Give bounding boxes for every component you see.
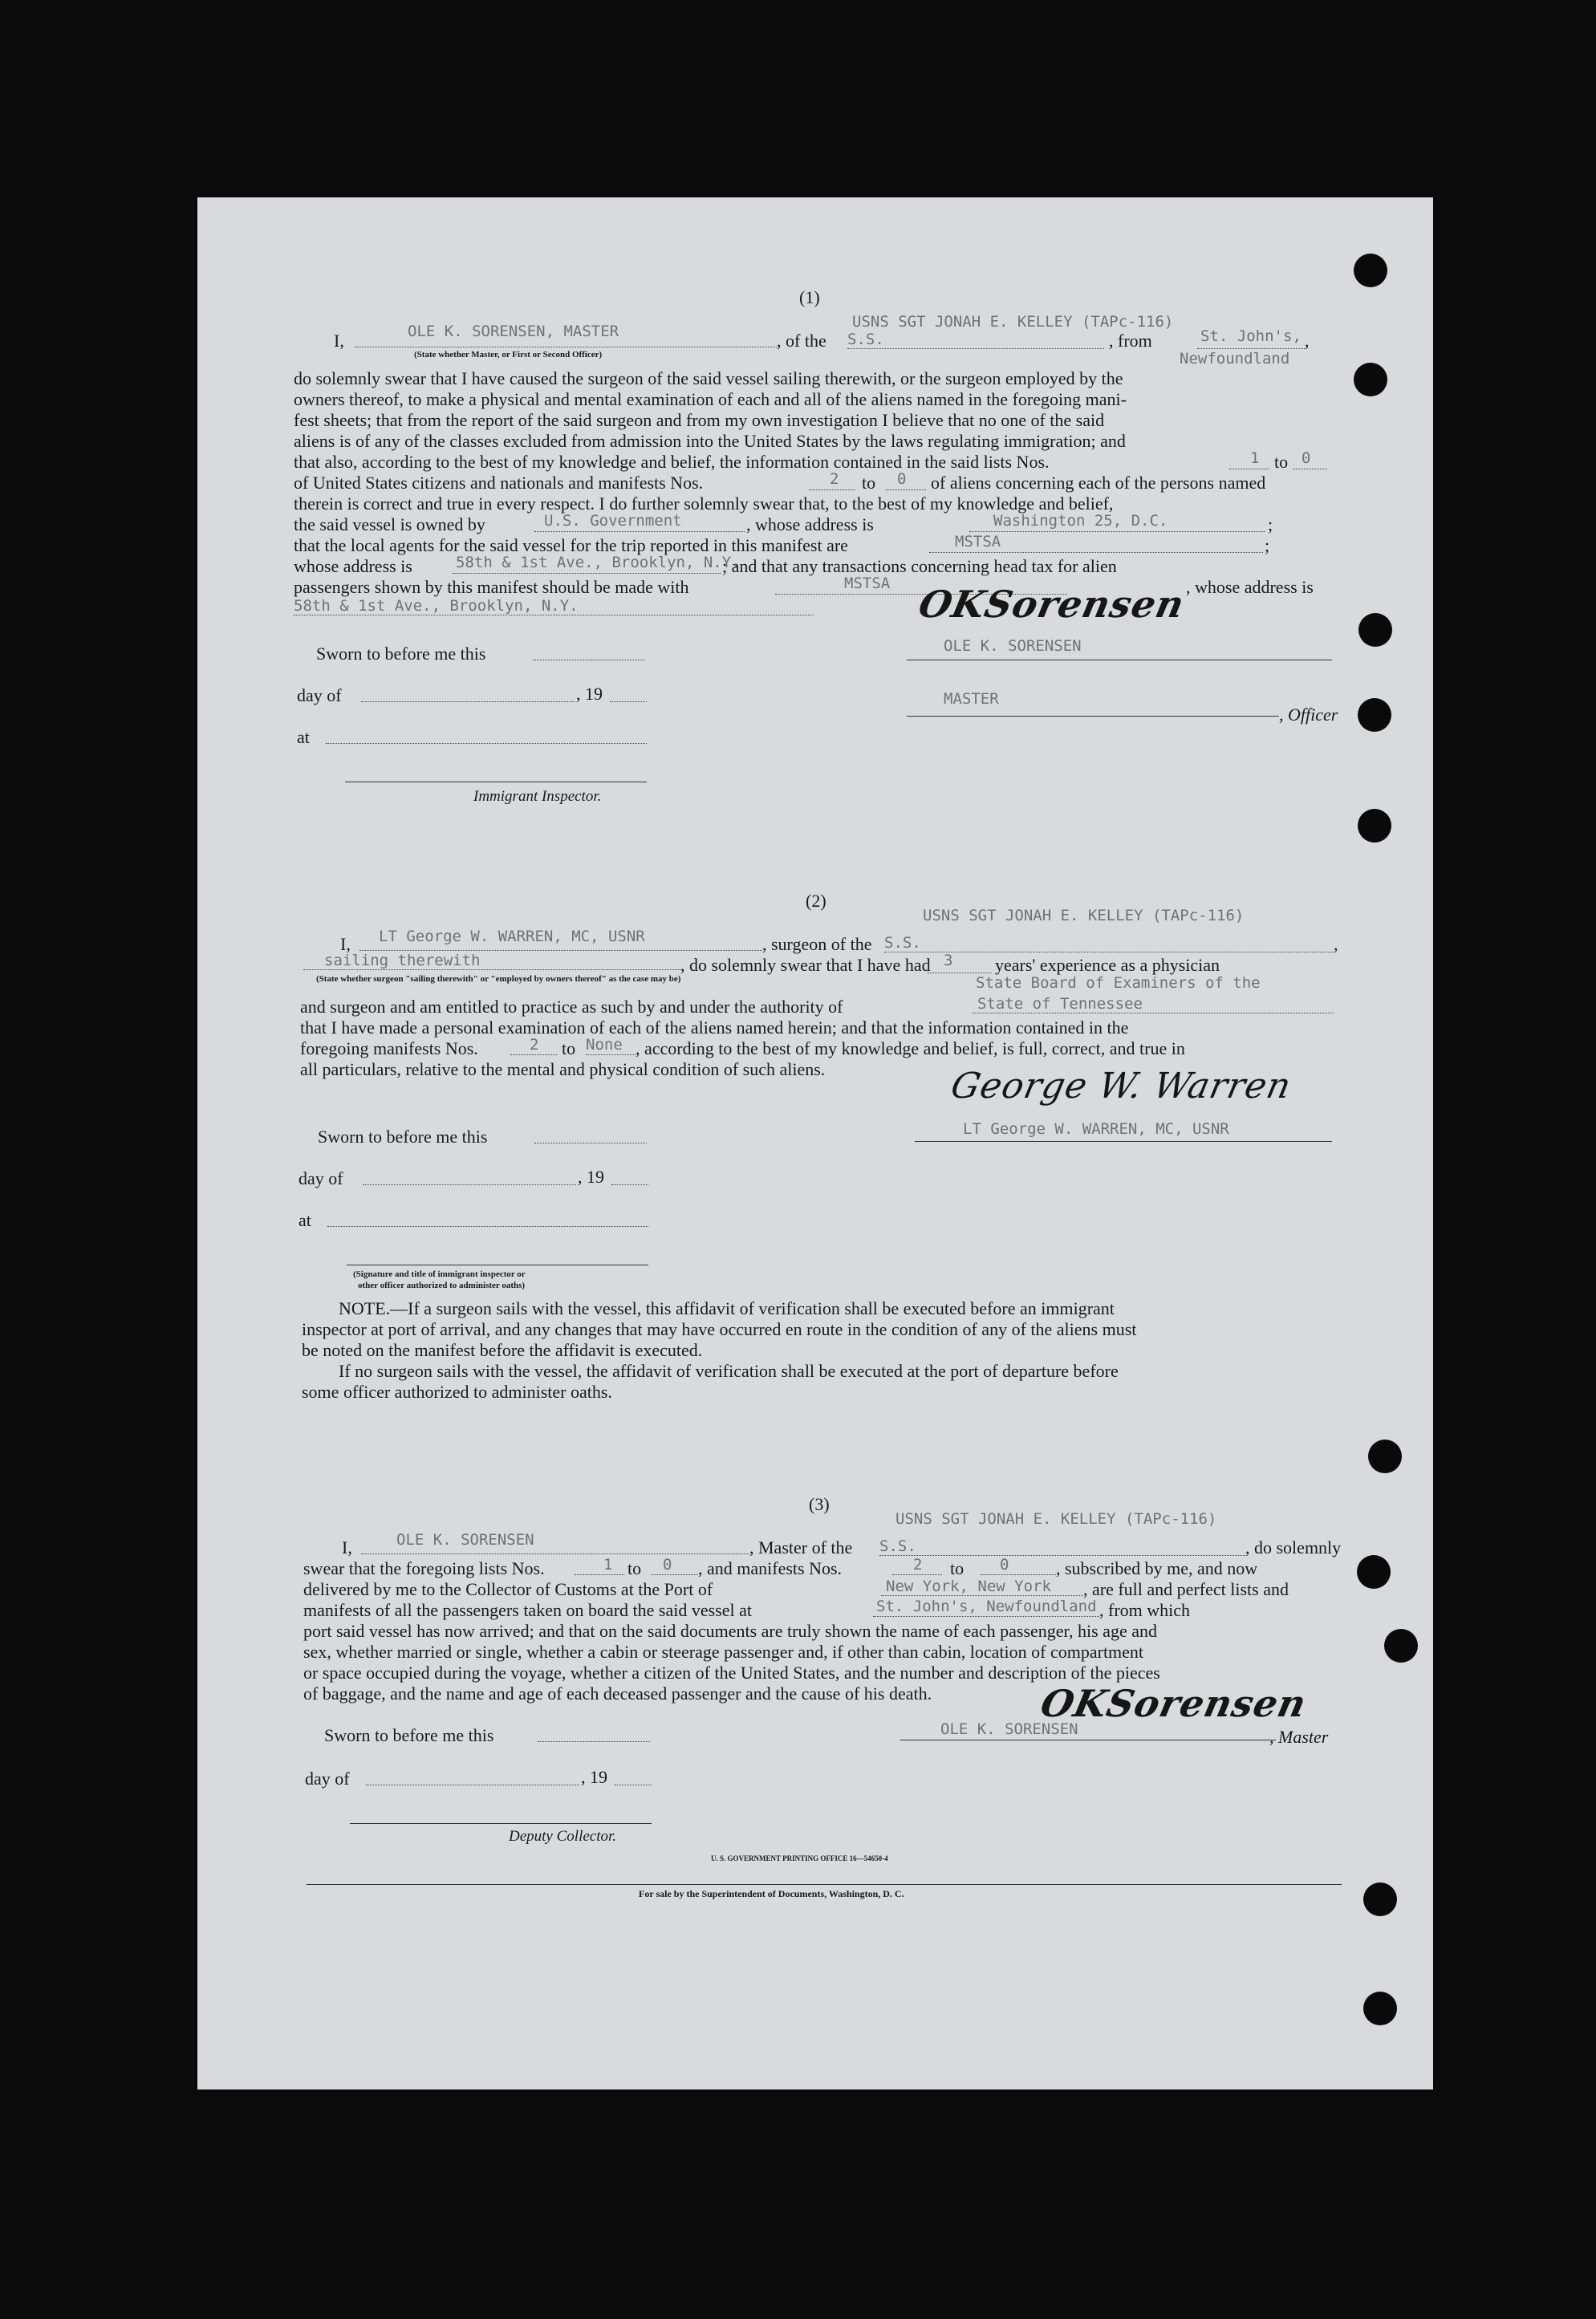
punch-hole — [1363, 1882, 1397, 1916]
oath-line: that the local agents for the said vessel for the trip reported in this manifest are — [294, 535, 848, 555]
at-label: at — [297, 727, 310, 747]
master-signature: OKSorensen — [1037, 1682, 1311, 1725]
agents-address-line — [453, 573, 721, 574]
oath-line: and surgeon and am entitled to practice as such by and under the authority of — [300, 997, 843, 1017]
day-of-label: day of — [297, 685, 342, 705]
note-line: If no surgeon sails with the vessel, the affidavit of verification shall be executed at the port of departure before — [339, 1361, 1119, 1381]
oath-line: , subscribed by me, and now — [1056, 1558, 1258, 1578]
signer-typed: OLE K. SORENSEN — [940, 1720, 1078, 1738]
list-from-typed: 1 — [1250, 449, 1260, 467]
state-hint: (State whether Master, or First or Second Officer) — [414, 350, 603, 359]
sworn-label: Sworn to before me this — [318, 1127, 488, 1147]
label-master-of: , Master of the — [749, 1537, 853, 1558]
semicolon: ; — [1265, 535, 1270, 555]
label-i: I, — [334, 331, 344, 351]
headtax-address-typed: 58th & 1st Ave., Brooklyn, N.Y. — [294, 597, 579, 615]
manifest-from-line — [892, 1574, 942, 1575]
oath-line: aliens is of any of the classes excluded from admission into the United States by the laws regulating immigration; and — [294, 431, 1126, 451]
comma: , — [1334, 934, 1338, 954]
solemnly-label: , do solemnly — [1245, 1537, 1342, 1558]
section-number: (3) — [809, 1494, 830, 1514]
day-of-label: day of — [298, 1168, 343, 1188]
year-label: , 19 — [578, 1167, 604, 1187]
vessel-line — [879, 1555, 1245, 1556]
oath-line: delivered by me to the Collector of Customs at the Port of — [303, 1579, 713, 1599]
oath-line: manifests of all the passengers taken on board the said vessel at — [303, 1600, 753, 1620]
section-number: (2) — [806, 891, 826, 911]
headtax-typed: MSTSA — [844, 575, 891, 592]
at-line — [326, 743, 647, 744]
footer-rule — [307, 1884, 1342, 1885]
day-of-line — [363, 1184, 576, 1185]
owner-typed: U.S. Government — [544, 512, 682, 530]
oath-line: do solemnly swear that I have caused the surgeon of the said vessel sailing therewith, or the surgeon employed by the — [294, 368, 1123, 388]
from-port-typed-2: Newfoundland — [1180, 350, 1290, 368]
oath-line: fest sheets; that from the report of the said surgeon and from my own investigation I believe that no one of the said — [294, 410, 1105, 430]
punch-hole — [1354, 254, 1387, 287]
sworn-label: Sworn to before me this — [324, 1725, 494, 1745]
year-line — [610, 701, 647, 702]
manifest-affidavit-page — [197, 197, 1433, 2090]
oath-line: sex, whether married or single, whether a cabin or steerage passenger and, if other than cabin, location of compartment — [303, 1642, 1144, 1662]
oath-line: , whose address is — [746, 514, 874, 534]
surgeon-name-typed: LT George W. WARREN, MC, USNR — [379, 928, 645, 945]
note-line: inspector at port of arrival, and any changes that may have occurred en route in the condition of any of the aliens must — [302, 1319, 1137, 1339]
port-line — [881, 1595, 1083, 1596]
owner-line — [534, 531, 745, 532]
vessel-name-typed: USNS SGT JONAH E. KELLEY (TAPc-116) — [895, 1510, 1217, 1528]
signer-typed: LT George W. WARREN, MC, USNR — [963, 1120, 1229, 1138]
punch-hole — [1354, 363, 1387, 396]
manifest-from-line — [510, 1054, 557, 1055]
owner-address-line — [969, 531, 1265, 532]
semicolon: ; — [1268, 514, 1273, 534]
section-number: (1) — [799, 287, 820, 307]
note-line: NOTE.—If a surgeon sails with the vessel, this affidavit of verification shall be executed before an immigrant — [339, 1298, 1115, 1318]
signer-line — [915, 1141, 1332, 1142]
punch-hole — [1363, 1992, 1397, 2025]
signer-typed: OLE K. SORENSEN — [944, 637, 1082, 655]
manifest-from-line — [809, 489, 855, 490]
list-to-typed: 0 — [663, 1556, 672, 1574]
oath-line: ; and that any transactions concerning head tax for alien — [722, 556, 1117, 576]
list-to-line — [652, 1574, 698, 1575]
sailing-line — [303, 969, 682, 970]
oath-line: the said vessel is owned by — [294, 514, 485, 534]
list-from-line — [575, 1574, 624, 1575]
list-from-typed: 1 — [603, 1556, 613, 1574]
oath-line: therein is correct and true in every respect. I do further solemnly swear that, to the best of my knowledge and belief, — [294, 493, 1114, 514]
oath-line: of United States citizens and nationals and manifests Nos. — [294, 473, 704, 493]
manifest-to-line — [586, 1054, 636, 1055]
agents-line — [929, 552, 1263, 553]
punch-hole — [1358, 613, 1392, 647]
label-surgeon-of: , surgeon of the — [762, 934, 872, 954]
owner-address-typed: Washington 25, D.C. — [993, 512, 1168, 530]
signature-hint: (Signature and title of immigrant inspector or — [353, 1269, 526, 1279]
at-line — [327, 1226, 648, 1227]
label-to: to — [862, 473, 876, 493]
inspector-label: Immigrant Inspector. — [473, 788, 602, 805]
master-name-typed: OLE K. SORENSEN, MASTER — [408, 323, 619, 340]
from-port-typed: St. John's, Newfoundland — [876, 1598, 1097, 1615]
oath-line: or space occupied during the voyage, whether a citizen of the United States, and the number and description of the pieces — [303, 1663, 1160, 1683]
deputy-line — [350, 1823, 652, 1824]
manifest-to-line — [886, 489, 926, 490]
label-to: to — [1274, 452, 1289, 472]
ss-label: S.S. — [847, 331, 884, 348]
oath-line: owners thereof, to make a physical and mental examination of each and all of the aliens named in the foregoing mani- — [294, 389, 1127, 409]
master-signature: OKSorensen — [915, 583, 1189, 626]
day-of-line — [361, 701, 575, 702]
manifest-from-typed: 2 — [830, 470, 839, 488]
officer-line — [907, 716, 1279, 717]
sworn-label: Sworn to before me this — [316, 644, 486, 664]
day-of-label: day of — [305, 1769, 350, 1789]
punch-hole — [1358, 809, 1391, 843]
vessel-name-typed: USNS SGT JONAH E. KELLEY (TAPc-116) — [923, 907, 1245, 924]
at-label: at — [298, 1210, 311, 1230]
from-port-line — [873, 1616, 1099, 1617]
deputy-label: Deputy Collector. — [509, 1828, 617, 1845]
year-label: , 19 — [581, 1767, 607, 1787]
from-port-line — [1197, 348, 1305, 349]
oath-line: all particulars, relative to the mental and physical condition of such aliens. — [300, 1059, 826, 1079]
label-i: I, — [342, 1537, 352, 1558]
oath-line: , from which — [1099, 1600, 1191, 1620]
label-of-the: , of the — [777, 331, 826, 351]
oath-line: , according to the best of my knowledge and belief, is full, correct, and true in — [636, 1038, 1185, 1058]
punch-hole — [1368, 1440, 1402, 1473]
oath-line: that I have made a personal examination of each of the aliens named herein; and that the information contained in the — [300, 1017, 1129, 1038]
manifest-to-typed: 0 — [897, 470, 907, 488]
vessel-name-typed: USNS SGT JONAH E. KELLEY (TAPc-116) — [852, 313, 1174, 331]
oath-line: passengers shown by this manifest should be made with — [294, 577, 689, 597]
vessel-line — [847, 348, 1104, 349]
ss-label: S.S. — [879, 1537, 916, 1555]
oath-line: , do solemnly swear that I have had — [680, 955, 931, 975]
sworn-line — [538, 1741, 650, 1742]
port-typed: New York, New York — [886, 1578, 1051, 1595]
manifest-to-typed: None — [586, 1036, 623, 1054]
surgeon-signature: George W. Warren — [947, 1066, 1295, 1107]
label-to: to — [562, 1038, 576, 1058]
oath-line: whose address is — [294, 556, 412, 576]
master-label: , Master — [1269, 1727, 1329, 1747]
manifest-from-typed: 2 — [913, 1556, 923, 1574]
oath-line: years' experience as a physician — [995, 955, 1220, 975]
manifest-to-line — [981, 1574, 1056, 1575]
manifest-to-typed: 0 — [1000, 1556, 1009, 1574]
oath-line: foregoing manifests Nos. — [300, 1038, 478, 1058]
from-port-typed: St. John's, — [1200, 327, 1302, 345]
punch-hole — [1384, 1629, 1418, 1663]
surgeon-name-line — [359, 950, 762, 951]
oath-line: , and manifests Nos. — [698, 1558, 843, 1578]
oath-line: , are full and perfect lists and — [1083, 1579, 1289, 1599]
years-typed: 3 — [944, 952, 953, 969]
rank-typed: MASTER — [944, 690, 999, 708]
oath-line: swear that the foregoing lists Nos. — [303, 1558, 545, 1578]
oath-line: , whose address is — [1186, 577, 1314, 597]
master-name-line — [361, 1553, 749, 1554]
sailing-hint: (State whether surgeon "sailing therewith" or "employed by owners thereof" as the case may be) — [316, 974, 681, 984]
signature-hint: other officer authorized to administer oaths) — [358, 1281, 526, 1290]
officer-label: , Officer — [1279, 705, 1338, 725]
agents-address-typed: 58th & 1st Ave., Brooklyn, N.Y. — [456, 554, 741, 571]
label-i: I, — [340, 934, 351, 954]
label-to: to — [627, 1558, 642, 1578]
authority-typed-2: State of Tennessee — [977, 995, 1143, 1013]
year-label: , 19 — [576, 684, 603, 704]
comma: , — [1305, 331, 1310, 351]
oath-line: that also, according to the best of my knowledge and belief, the information contained in the said lists Nos. — [294, 452, 1050, 472]
punch-hole — [1358, 698, 1391, 732]
master-name-typed: OLE K. SORENSEN — [396, 1531, 534, 1549]
oath-line: of aliens concerning each of the persons named — [931, 473, 1266, 493]
sale-note: For sale by the Superintendent of Documents, Washington, D. C. — [639, 1888, 904, 1899]
agents-typed: MSTSA — [955, 533, 1001, 550]
authority-typed-1: State Board of Examiners of the — [976, 974, 1261, 992]
oath-line: port said vessel has now arrived; and that on the said documents are truly shown the name of each passenger, his age and — [303, 1621, 1157, 1641]
note-line: be noted on the manifest before the affidavit is executed. — [302, 1340, 703, 1360]
note-line: some officer authorized to administer oaths. — [302, 1382, 612, 1402]
oath-line: of baggage, and the name and age of each deceased passenger and the cause of his death. — [303, 1683, 932, 1704]
manifest-from-typed: 2 — [530, 1036, 539, 1054]
year-line — [611, 1184, 648, 1185]
label-from: , from — [1109, 331, 1152, 351]
ss-label: S.S. — [884, 934, 921, 952]
sailing-typed: sailing therewith — [324, 952, 481, 969]
gpo-imprint: U. S. GOVERNMENT PRINTING OFFICE 16—54650-4 — [711, 1854, 888, 1862]
list-to-typed: 0 — [1302, 449, 1311, 467]
punch-hole — [1357, 1555, 1391, 1589]
label-to: to — [950, 1558, 965, 1578]
